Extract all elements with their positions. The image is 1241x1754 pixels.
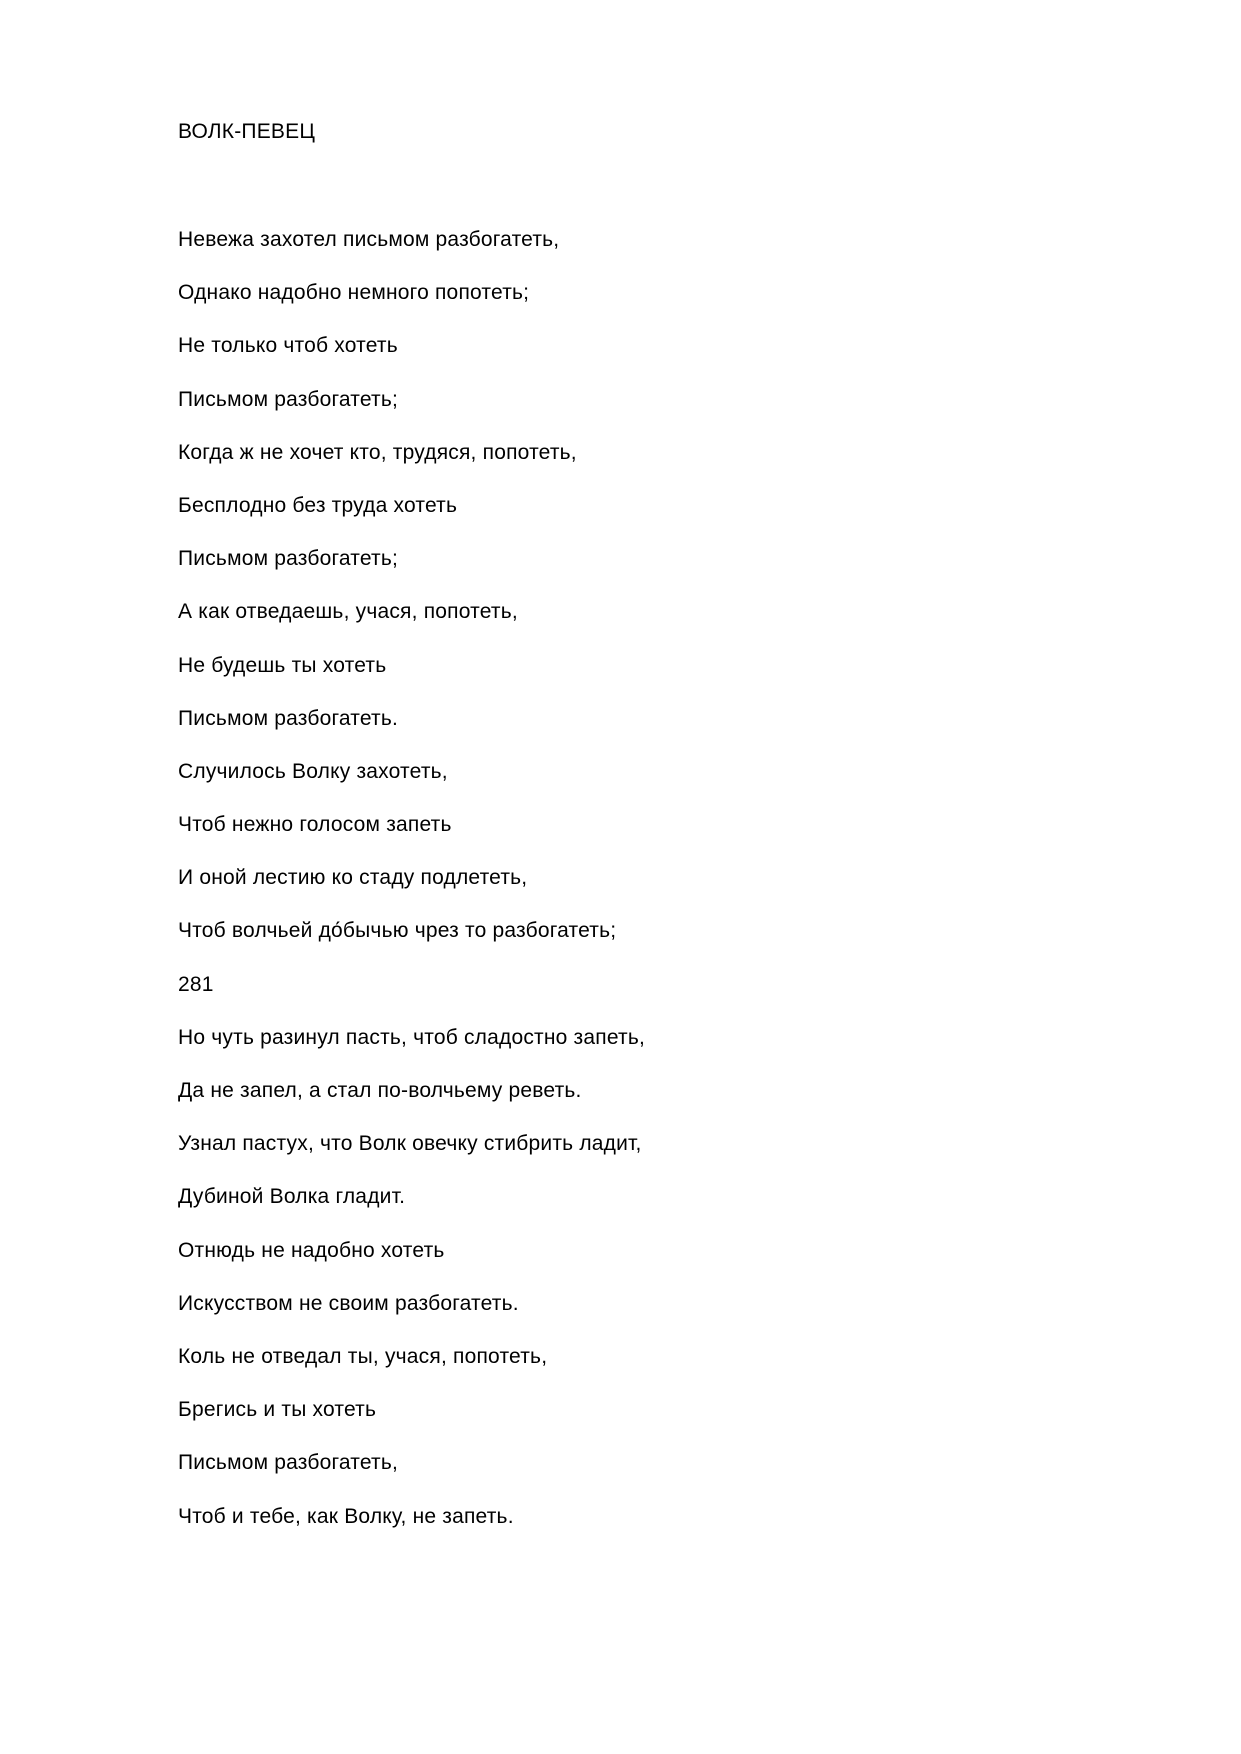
poem-line: Чтоб и тебе, как Волку, не запеть. xyxy=(178,1504,514,1528)
poem-line: Однако надобно немного попотеть; xyxy=(178,281,530,305)
poem-line: И оной лестию ко стаду подлететь, xyxy=(178,866,528,890)
poem-line: Но чуть разинул пасть, чтоб сладостно запеть, xyxy=(178,1025,646,1049)
poem-line: Письмом разбогатеть. xyxy=(178,706,399,730)
poem-line: Чтоб нежно голосом запеть xyxy=(178,813,452,837)
poem-line: Письмом разбогатеть, xyxy=(178,1451,399,1475)
poem-line: Коль не отведал ты, учася, попотеть, xyxy=(178,1344,548,1368)
poem-line: Не только чтоб хотеть xyxy=(178,334,398,358)
poem-line: Да не запел, а стал по-волчьему реветь. xyxy=(178,1079,582,1102)
poem-line: Отнюдь не надобно хотеть xyxy=(178,1238,445,1262)
poem-line: Невежа захотел письмом разбогатеть, xyxy=(178,228,560,251)
page-number: 281 xyxy=(178,972,214,996)
poem-line: Дубиной Волка гладит. xyxy=(178,1185,406,1209)
poem-line: Письмом разбогатеть; xyxy=(178,547,399,571)
poem-line: А как отведаешь, учася, попотеть, xyxy=(178,600,518,624)
poem-line: Не будешь ты хотеть xyxy=(178,653,387,677)
poem-line: Брегись и ты хотеть xyxy=(178,1398,377,1422)
document-title: ВОЛК-ПЕВЕЦ xyxy=(178,120,316,143)
poem-line: Письмом разбогатеть; xyxy=(178,387,399,411)
poem-line: Чтоб волчьей до́бычью чрез то разбогатеть; xyxy=(178,919,617,943)
poem-line: Когда ж не хочет кто, трудяся, попотеть, xyxy=(178,440,577,464)
poem-body xyxy=(178,228,645,1558)
poem-line: Искусством не своим разбогатеть. xyxy=(178,1291,519,1315)
poem-line: Бесплодно без труда хотеть xyxy=(178,493,458,517)
poem-line: Узнал пастух, что Волк овечку стибрить ладит, xyxy=(178,1132,642,1156)
poem-line: Случилось Волку захотеть, xyxy=(178,759,448,783)
